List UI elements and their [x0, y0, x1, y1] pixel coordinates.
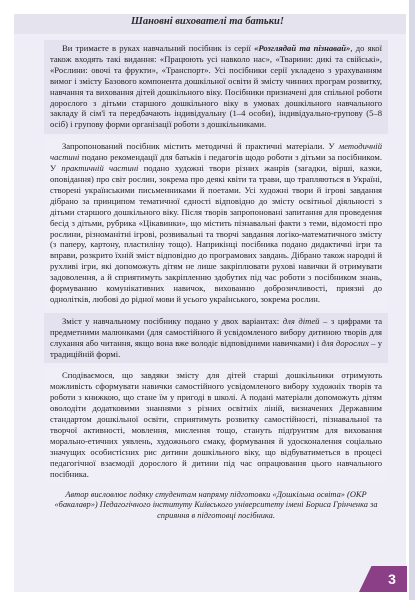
- paragraph-content: [50, 141, 382, 305]
- page-number: 3: [388, 571, 396, 587]
- intro-block: [44, 40, 388, 134]
- page-edge: [409, 0, 415, 600]
- text-span: подано художні твори різних жанрів (загадки, вірші, казки, оповідання) про світ рослин, зокрема про деякі квіти та трави, що трапляються в Україні, створені українськими письменниками й поетами. Усі художні твори й ігрові завдання дібрано за принципом тематичної єдності відповідно до змісту освітньої діяльності з дітьми старшого дошкільного віку. Після творів запропоновані запитання для проведення бесід з дітьми, рубрика «Цікавинки», що містить пізнавальні факти з теми, відомості про рослини, різноманітні ігрові, розвивальні та творчі завдання логіко-математичного змісту (з паперу, картону, пластиліну тощо). Наприкінці посібника подано дидактичні ігри та вправи, розкрито їхній зміст відповідно до програмових завдань. Дібрано також народні й рухливі ігри, які допоможуть дітям не лише закріплювати рухові навички й отримувати задоволення, а й сприятимуть закріпленню здобутих під час роботи з посібником знань, формуванню комунікативних навичок, вихованню доброзичливості, приязні до однолітків, любові до рідної мови й усього українського, зокрема рослин.: [50, 163, 382, 304]
- variants-block: [44, 313, 388, 364]
- series-title: «Розглядай та пізнавай»: [254, 43, 351, 53]
- paragraph-hopes: Сподіваємося, що завдяки змісту для дітей старші дошкільники отримують можливість сформувати навички самостійного усвідомленого вибору художніх творів та роботи з книжкою, що стане їм у пригоді в школі. А подані матеріали допоможуть дітям оволодіти додатковими знаннями з різних освітніх ліній, визначених Державним стандартом дошкільної освіти, сприятимуть розвитку самостійності, пізнавальної та творчої активності, мовлення, мислення тощо, стануть підґрунтям для виховання морально-етичних уявлень, художнього смаку, формування й удосконалення соціально значущих особистісних рис дитини дошкільного віку, що відбуватиметься в процесі педагогічної взаємодії дорослого й дитини під час опрацювання цього навчального посібника.: [50, 370, 382, 479]
- for-children-term: для дітей: [282, 315, 320, 326]
- for-adults-term: для дорослих: [321, 337, 369, 348]
- hopes-block: [44, 367, 388, 483]
- paragraph-variants: [50, 316, 382, 360]
- content-block: [44, 138, 388, 309]
- greeting-heading: Шановні вихователі та батьки!: [131, 16, 284, 27]
- text-span: подано рекомендації для батьків і педагогів щодо роботи з дітьми за посібником. У: [50, 152, 382, 174]
- text-span: Ви тримаєте в руках навчальний посібник із серії: [62, 43, 255, 53]
- practical-part-term: практичній частині: [61, 163, 139, 174]
- text-span: – з цифрами та предметними малюнками (для самостійного й усвідомленого вибору дитиною творів для слухання або читання, якщо вона вже володіє відповідними навичками) і: [50, 315, 383, 348]
- text-span: , до якої також входять такі видання: «Працюють усі навколо нас», «Тварини: дикі та свійські», «Рослини: овочі та фрукти», «Транспорт». Усі посібники серії укладено з урахуванням вимог і змісту Базового компонента дошкільної освіти й змісту чинних програм розвитку, навчання та виховання дітей дошкільного віку. Посібники призначені для спільної роботи дорослого з дітьми старшого дошкільного віку в умовах дошкільного навчального закладу й сім'ї та передбачають індивідуальну (1–4 особи), індивідуально-групову (5–8 осіб) і групову форми організації роботи з дошкільниками.: [50, 43, 382, 130]
- method-part-term: методичній частині: [50, 141, 382, 163]
- acknowledgement: Автор висловлює подяку студентам напряму підготовки «Дошкільна освіта» (ОКР «бакалавр») Педагогічного інституту Київського університету імені Бориса Грінченка за сприяння в підготовці посібника.: [54, 489, 378, 520]
- text-span: – у традиційній формі.: [50, 337, 383, 359]
- paragraph-series-intro: [50, 43, 382, 130]
- text-span: Запропонований посібник містить методичні й практичні матеріали. У: [62, 141, 339, 152]
- document-body: [44, 40, 388, 521]
- text-span: Зміст у навчальному посібнику подано у двох варіантах:: [62, 315, 283, 326]
